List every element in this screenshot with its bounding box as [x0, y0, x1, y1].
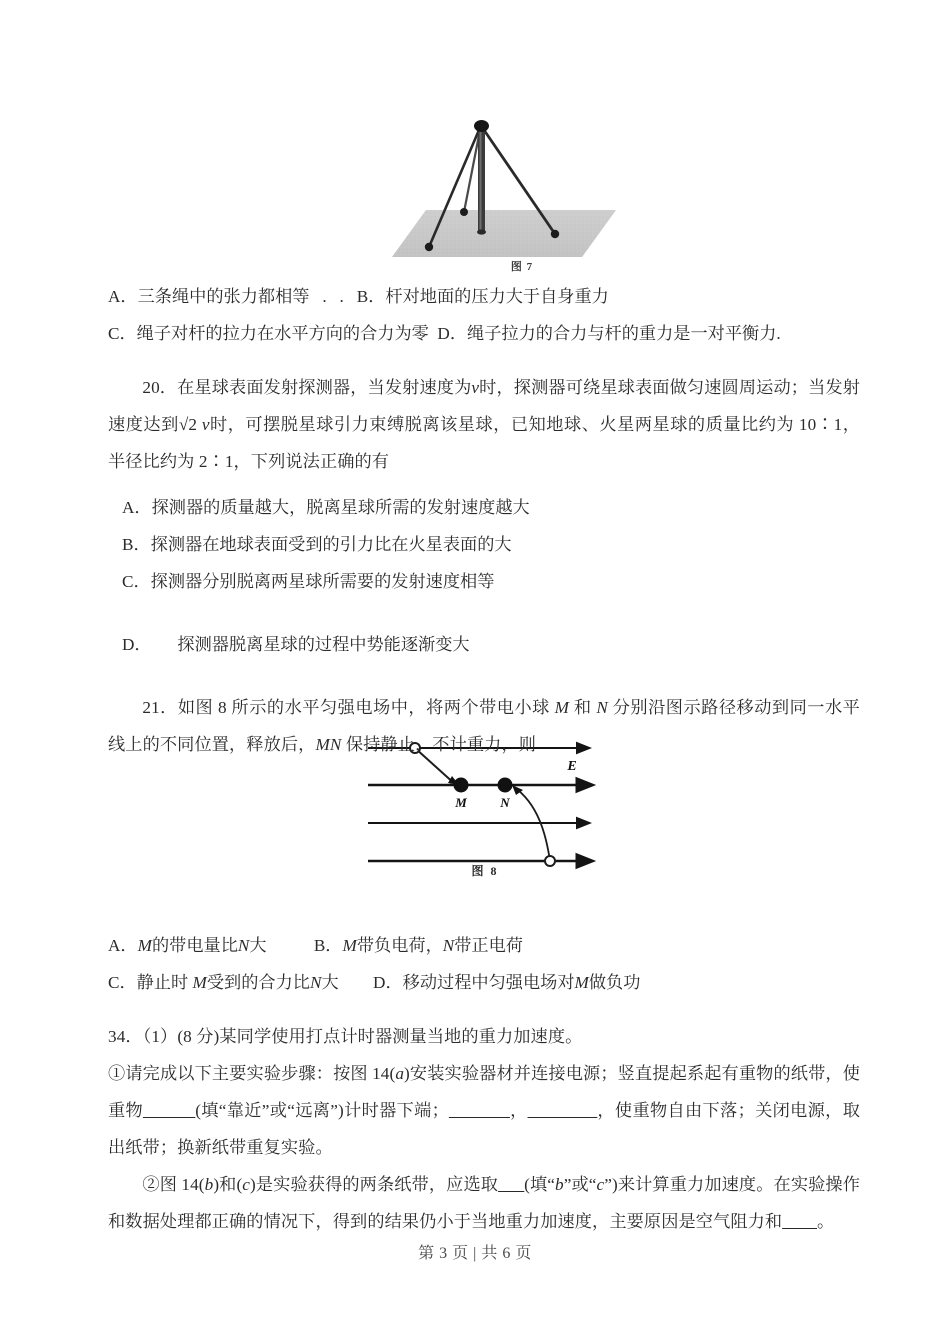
page-body	[108, 96, 860, 1240]
q21-option-b-end: 带正电荷	[454, 936, 523, 955]
q21-option-b-n: N	[442, 936, 455, 955]
q21-option-b-m: M	[342, 936, 357, 955]
q20-radical: √2	[178, 415, 198, 434]
q34-step2-d: (填“	[524, 1175, 556, 1194]
q20-option-d	[108, 626, 860, 663]
figure-8-label-e: E	[567, 759, 577, 774]
q34-step2-f: ”)来计算重力加速度。在实验操作和数据处理都正确的情况下，得到的结果仍小于当地重力加速度，主要原因是空气阻力和	[108, 1175, 861, 1231]
q21-var-n: N	[596, 698, 608, 717]
q20-option-d-label: D．	[122, 635, 152, 654]
q19-option-line-1: A．三条绳中的张力都相等 . . B．杆对地面的压力大于自身重力	[108, 287, 609, 306]
q21-option-c-m: M	[192, 973, 207, 992]
q21-option-a-pre: A．	[108, 936, 138, 955]
q21-option-b-mid: 带负电荷，	[356, 936, 443, 955]
q20-var-v2: v	[201, 415, 210, 434]
q21-option-c-end: 大	[321, 973, 339, 992]
q34-step2-b: )和(	[213, 1175, 243, 1194]
q34-step1-b: )安装实验器材并连接电源；竖直提起系起有重物的纸带，使重物	[108, 1064, 860, 1120]
q34-step2-c: )是实验获得的两条纸带，应选取	[250, 1175, 499, 1194]
q21-var-mn: MN	[315, 735, 342, 754]
q21-option-d-end: 做负功	[588, 973, 641, 992]
q34-step1-d: ，使重物自由下落；关闭电源，取出纸带；换新纸带重复实验。	[108, 1101, 860, 1157]
q20-stem-part2: 时，探测器可绕星球表面做匀速圆周运动；当发射速度达到	[108, 378, 860, 434]
q34-step1-a: ①请完成以下主要实验步骤：按图 14(	[108, 1064, 396, 1083]
q21-option-a-end: 大	[249, 936, 267, 955]
q21-var-m: M	[554, 698, 570, 717]
q34-step2-b-italic: b	[204, 1175, 214, 1194]
q20-option-b: B．探测器在地球表面受到的引力比在火星表面的大	[122, 535, 512, 554]
q21-option-d-m: M	[574, 973, 589, 992]
q34-blank-5[interactable]: ____	[782, 1212, 817, 1231]
q21-option-c-mid: 受到的合力比	[206, 973, 310, 992]
figure-8-label-n: N	[500, 795, 510, 810]
q21-stem	[108, 689, 860, 763]
q21-stem-and: 和	[573, 698, 592, 717]
q34-blank-2[interactable]: _______	[448, 1101, 510, 1120]
q34-step2-g: 。	[817, 1212, 835, 1231]
q19-option-line-2: C．绳子对杆的拉力在水平方向的合力为零 D．绳子拉力的合力与杆的重力是一对平衡力.	[108, 324, 781, 343]
page-footer: 第 3 页 | 共 6 页	[418, 1245, 532, 1262]
q34-step1-c: (填“靠近”或“远离”)计时器下端；	[195, 1101, 449, 1120]
q20-stem-part1: 20．在星球表面发射探测器，当发射速度为	[142, 378, 472, 397]
q21-stem-part3: 保持静止，不计重力，则	[345, 735, 537, 754]
q20-option-a: A．探测器的质量越大，脱离星球所需的发射速度越大	[122, 498, 530, 517]
q34-blank-1[interactable]: ______	[143, 1101, 196, 1120]
q20-stem	[108, 369, 860, 480]
q20-option-d-text: 探测器脱离星球的过程中势能逐渐变大	[177, 635, 470, 654]
figure-8-label-m: M	[455, 795, 467, 810]
figure-8-caption: 图 8	[471, 864, 499, 878]
q21-option-b-pre: B．	[313, 936, 343, 955]
q21-option-row-ab	[108, 927, 860, 964]
q21-option-d-pre: D．移动过程中匀强电场对	[373, 973, 575, 992]
q21-option-c-pre: C．静止时	[108, 973, 193, 992]
q21-stem-part1: 21．如图 8 所示的水平匀强电场中，将两个带电小球	[142, 698, 550, 717]
q34-step2-d-italic: b	[555, 1175, 564, 1194]
figure-7-caption: 图 7	[510, 261, 534, 273]
q21-option-c-n: N	[309, 973, 322, 992]
q21-option-a-n: N	[237, 936, 250, 955]
q34-step2-e: ”或“	[563, 1175, 597, 1194]
q34-step1-comma: ，	[509, 1101, 528, 1120]
q21-option-a-mid: 的带电量比	[151, 936, 238, 955]
q21-option-row-cd	[108, 964, 860, 1001]
q34-step-2	[108, 1166, 860, 1240]
q20-stem-part3: 时，可摆脱星球引力束缚脱离该星球，已知地球、火星两星球的质量比约为 10∶1，半径比约为 2∶1，下列说法正确的有	[108, 415, 860, 471]
q21-option-a-m: M	[137, 936, 152, 955]
q34-step-1	[108, 1055, 860, 1166]
q34-blank-4[interactable]: ___	[498, 1175, 525, 1194]
q34-step2-a: ②图 14(	[142, 1175, 205, 1194]
q34-step1-a-italic: a	[395, 1064, 405, 1083]
q20-var-v1: v	[471, 378, 480, 397]
q34-blank-3[interactable]: ________	[527, 1101, 598, 1120]
q34-step2-c-italic: c	[242, 1175, 251, 1194]
q34-heading: 34．（1）(8 分)某同学使用打点计时器测量当地的重力加速度。	[108, 1027, 583, 1046]
q20-option-c: C．探测器分别脱离两星球所需要的发射速度相等	[122, 572, 495, 591]
q34-step2-e-italic: c	[596, 1175, 605, 1194]
q21-stem-part2: 分别沿图示路径移动到同一水平线上的不同位置，释放后，	[108, 698, 860, 754]
